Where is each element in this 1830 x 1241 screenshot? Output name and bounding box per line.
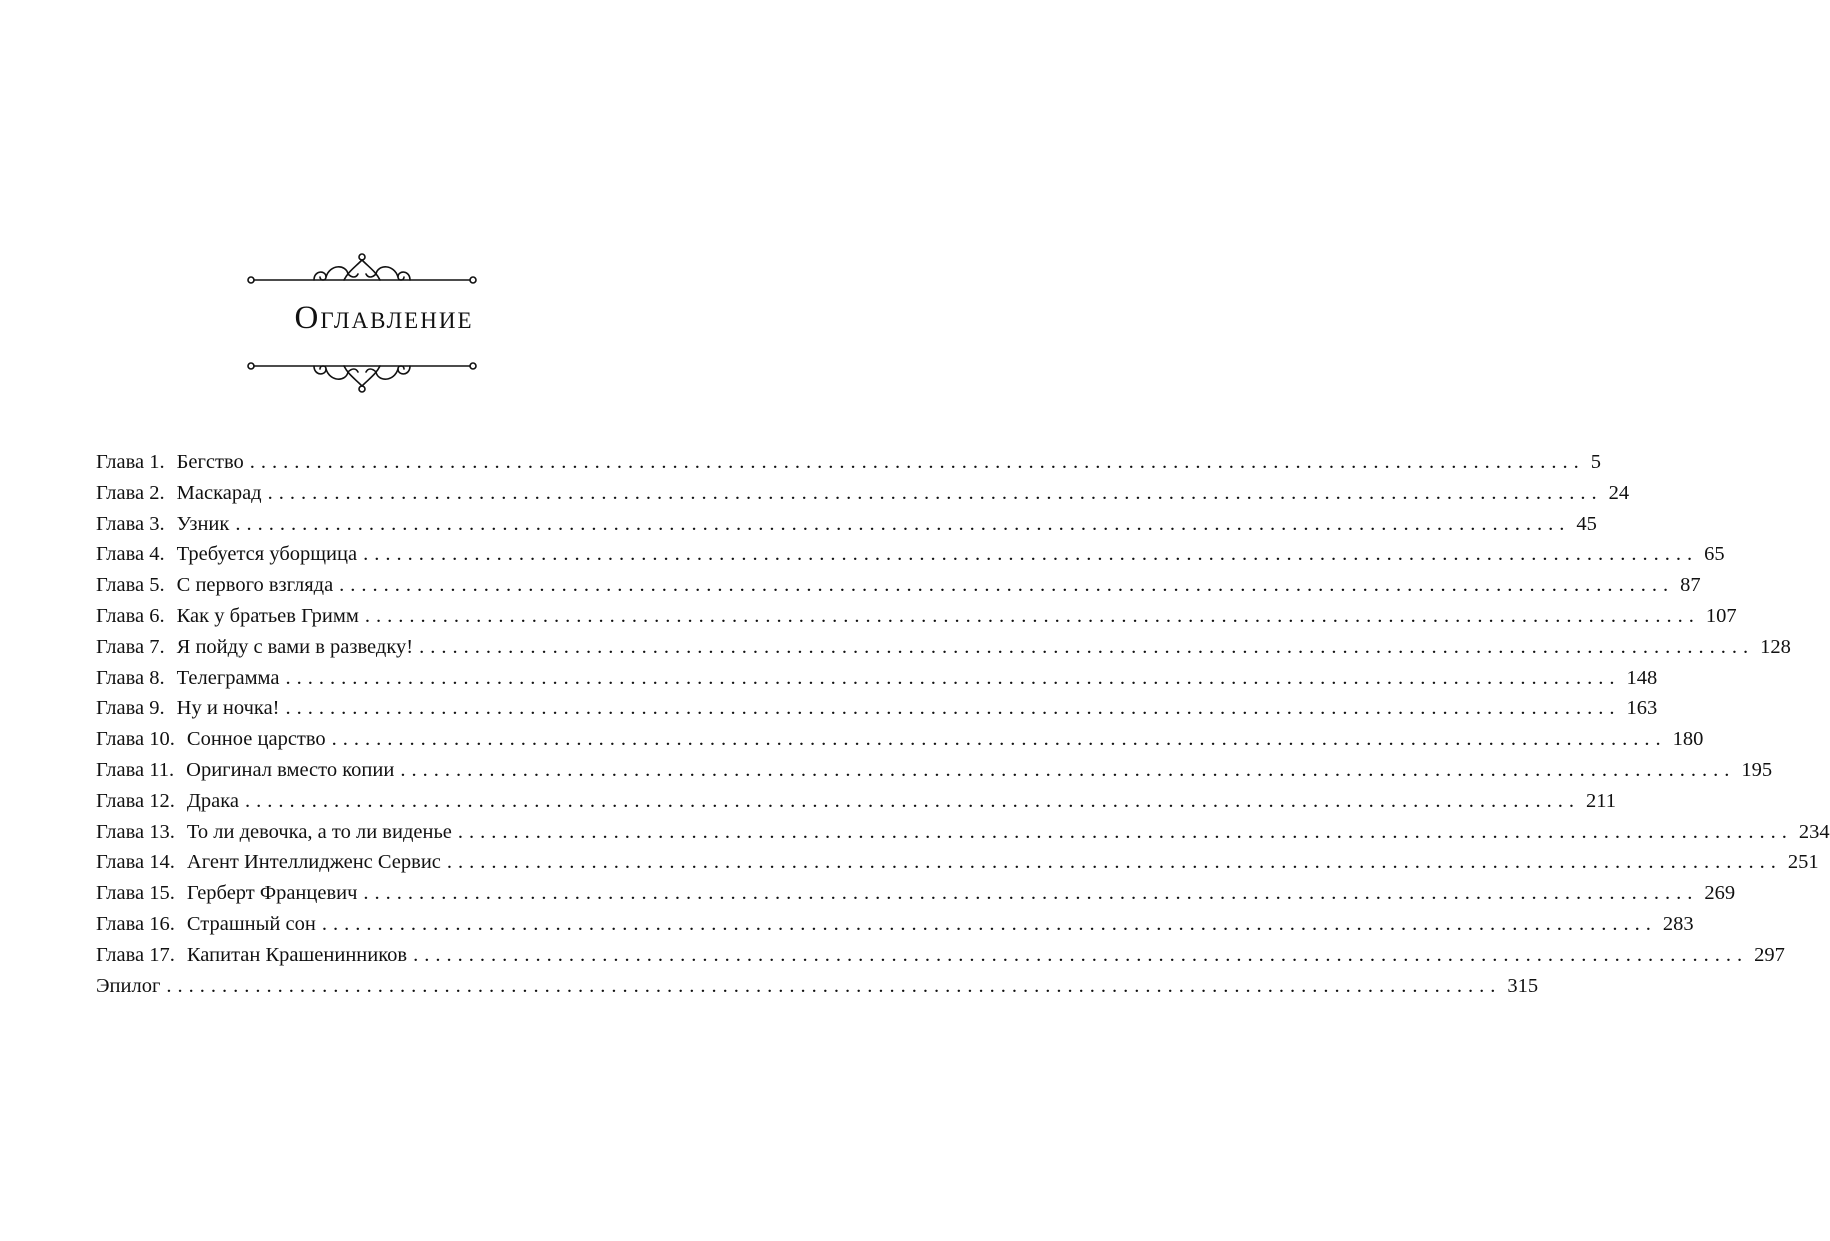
toc-page-number: 195 [1741,758,1773,781]
toc-leader-dots: ........................................................................................................................ [235,512,1571,535]
toc-leader-dots: ........................................................................................................................ [285,697,1621,720]
toc-page-number: 45 [1576,512,1597,535]
toc-chapter-title: Драка [186,789,239,812]
toc-page-number: 251 [1787,851,1819,874]
toc-leader-dots: ........................................................................................................................ [166,974,1502,997]
page-title: Оглавление [294,300,474,336]
toc-chapter-number: Эпилог [96,974,161,997]
toc-page-number: 107 [1705,604,1737,627]
toc-chapter-title: Оригинал вместо копии [186,758,395,781]
toc-chapter-title: Я пойду с вами в разведку! [176,635,414,658]
toc-chapter-title: Сонное царство [186,728,326,751]
toc-entry[interactable] [96,570,1701,601]
toc-entry[interactable] [96,878,1736,909]
toc-chapter-title: Телеграмма [176,666,280,689]
toc-entry[interactable] [96,755,1773,786]
toc-page-number: 283 [1662,912,1694,935]
toc-leader-dots: ........................................................................................................................ [413,943,1749,966]
toc-entry[interactable] [96,693,1658,724]
table-of-contents [96,447,1830,1001]
toc-chapter-title: Агент Интеллидженс Сервис [186,851,441,874]
toc-entry[interactable] [96,509,1597,540]
toc-entry[interactable] [96,817,1830,848]
toc-chapter-number: Глава 7. [96,635,165,658]
toc-entry[interactable] [96,663,1658,694]
toc-chapter-number: Глава 1. [96,451,165,473]
toc-leader-dots: ........................................................................................................................ [446,851,1782,874]
toc-page-number: 234 [1798,820,1830,843]
toc-page-number: 297 [1754,943,1785,966]
toc-entry[interactable] [96,601,1737,632]
toc-chapter-title: Как у братьев Гримм [176,604,359,627]
toc-page-number: 315 [1507,974,1539,997]
toc-chapter-title: Требуется уборщица [176,543,358,566]
toc-leader-dots: ........................................................................................................................ [364,604,1700,627]
toc-leader-dots: ........................................................................................................................ [285,666,1621,689]
toc-entry[interactable] [96,786,1616,817]
toc-chapter-number: Глава 11. [96,758,175,781]
toc-entry[interactable] [96,539,1725,570]
toc-page-number: 87 [1680,574,1701,597]
toc-entry[interactable] [96,447,1602,478]
toc-leader-dots: ........................................................................................................................ [321,912,1657,935]
toc-leader-dots: ........................................................................................................................ [400,758,1736,781]
toc-chapter-number: Глава 2. [96,481,165,504]
flourish-top-icon [244,250,480,290]
toc-chapter-number: Глава 15. [96,882,175,905]
toc-chapter-number: Глава 13. [96,820,175,843]
toc-page-number: 24 [1608,481,1630,504]
toc-leader-dots: ........................................................................................................................ [249,451,1585,473]
toc-chapter-title: То ли девочка, а то ли виденье [186,820,452,843]
toc-entry[interactable] [96,632,1791,663]
toc-chapter-number: Глава 14. [96,851,175,874]
toc-chapter-title: Узник [176,512,230,535]
toc-page-number: 180 [1672,728,1704,751]
toc-entry[interactable] [96,478,1630,509]
toc-page-number: 65 [1704,543,1725,566]
toc-chapter-number: Глава 8. [96,666,165,689]
toc-chapter-title: Ну и ночка! [176,697,280,720]
toc-page-number: 5 [1590,451,1602,473]
toc-page-number: 269 [1704,882,1736,905]
toc-chapter-title: Капитан Крашенинников [186,943,408,966]
toc-leader-dots: ........................................................................................................................ [245,789,1580,812]
toc-chapter-number: Глава 3. [96,512,165,535]
toc-leader-dots: ........................................................................................................................ [331,728,1667,751]
toc-leader-dots: ........................................................................................................................ [363,543,1699,566]
toc-entry[interactable] [96,847,1819,878]
toc-chapter-title: Бегство [176,451,244,473]
toc-chapter-title: С первого взгляда [176,574,334,597]
toc-leader-dots: ........................................................................................................................ [363,882,1699,905]
toc-chapter-number: Глава 16. [96,912,175,935]
toc-chapter-number: Глава 6. [96,604,165,627]
toc-page-number: 148 [1626,666,1658,689]
toc-chapter-number: Глава 9. [96,697,165,720]
toc-page-number: 163 [1626,697,1658,720]
toc-chapter-number: Глава 17. [96,943,175,966]
toc-chapter-number: Глава 5. [96,574,165,597]
toc-chapter-number: Глава 4. [96,543,165,566]
toc-leader-dots: ........................................................................................................................ [419,635,1755,658]
toc-leader-dots: ........................................................................................................................ [339,574,1675,597]
toc-chapter-title: Маскарад [176,481,262,504]
toc-entry[interactable] [96,909,1694,940]
toc-entry[interactable] [96,724,1704,755]
toc-entry[interactable] [96,940,1785,971]
toc-chapter-title: Страшный сон [186,912,316,935]
toc-chapter-number: Глава 12. [96,789,175,812]
toc-chapter-number: Глава 10. [96,728,175,751]
flourish-bottom-icon [244,358,480,398]
toc-chapter-title: Герберт Францевич [186,882,358,905]
toc-leader-dots: ........................................................................................................................ [267,481,1603,504]
toc-page-number: 128 [1760,635,1791,658]
toc-leader-dots: ........................................................................................................................ [457,820,1793,843]
toc-page-number: 211 [1586,789,1616,812]
toc-entry[interactable] [96,971,1539,1002]
